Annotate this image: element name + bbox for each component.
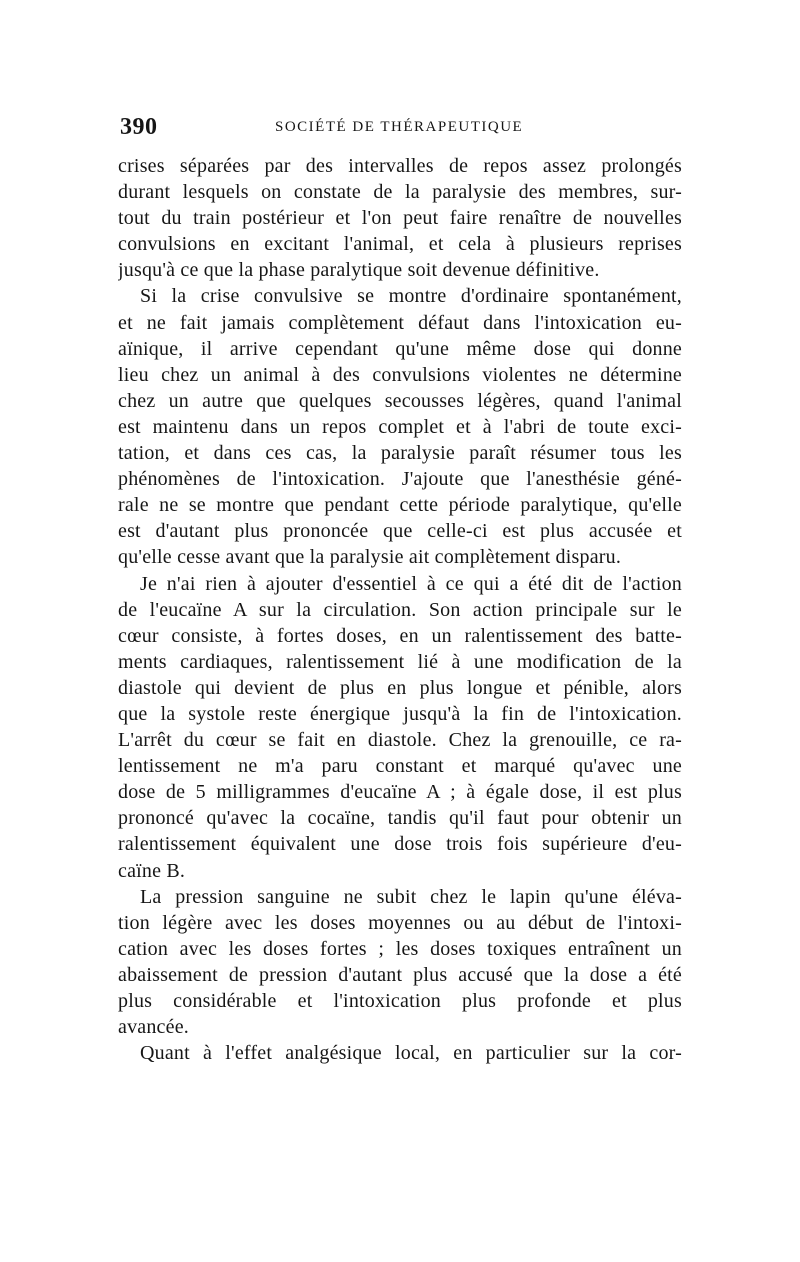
text-line: crises séparées par des intervalles de repos assez prolongés xyxy=(118,155,682,177)
text-line: prononcé qu'avec la cocaïne, tandis qu'il faut pour obtenir un xyxy=(118,807,682,830)
text-line: plus considérable et l'intoxication plus profonde et plus xyxy=(118,990,682,1012)
text-line: rale ne se montre que pendant cette période paralytique, qu'elle xyxy=(118,494,682,517)
text-line: que la systole reste énergique jusqu'à la fin de l'intoxication. xyxy=(118,702,682,725)
text-line: La pression sanguine ne subit chez le lapin qu'une éléva- xyxy=(140,885,682,908)
text-line: caïne B. xyxy=(118,859,186,882)
text-line: Quant à l'effet analgésique local, en particulier sur la cor- xyxy=(140,1042,682,1065)
text-line: durant lesquels on constate de la paralysie des membres, sur- xyxy=(118,181,682,204)
text-line: Je n'ai rien à ajouter d'essentiel à ce qui a été dit de l'action xyxy=(140,572,682,595)
page-number: 390 xyxy=(120,114,158,140)
text-line: dose de 5 milligrammes d'eucaïne A ; à égale dose, il est plus xyxy=(118,781,682,804)
text-line: Si la crise convulsive se montre d'ordinaire spontanément, xyxy=(140,285,682,308)
text-line: avancée. xyxy=(118,1016,189,1039)
text-line: aïnique, il arrive cependant qu'une même dose qui donne xyxy=(118,337,682,360)
text-line: lentissement ne m'a paru constant et marqué qu'avec une xyxy=(118,755,682,778)
text-line: et ne fait jamais complètement défaut dans l'intoxication eu- xyxy=(118,311,682,334)
text-line: diastole qui devient de plus en plus longue et pénible, alors xyxy=(118,676,682,699)
running-head xyxy=(120,112,680,142)
text-line: est maintenu dans un repos complet et à l'abri de toute exci- xyxy=(118,415,682,438)
text-line: ralentissement équivalent une dose trois fois supérieure d'eu- xyxy=(118,833,682,856)
text-line: tout du train postérieur et l'on peut faire renaître de nouvelles xyxy=(118,207,682,230)
body-text xyxy=(118,153,682,1066)
journal-title: SOCIÉTÉ DE THÉRAPEUTIQUE xyxy=(275,119,524,135)
text-line: phénomènes de l'intoxication. J'ajoute que l'anesthésie géné- xyxy=(118,468,682,491)
text-line: tion légère avec les doses moyennes ou au début de l'intoxi- xyxy=(118,911,682,934)
text-line: ments cardiaques, ralentissement lié à une modification de la xyxy=(118,650,682,673)
text-line: lieu chez un animal à des convulsions violentes ne détermine xyxy=(118,363,682,386)
text-line: cation avec les doses fortes ; les doses toxiques entraînent un xyxy=(118,937,682,960)
text-line: chez un autre que quelques secousses légères, quand l'animal xyxy=(118,389,682,412)
text-line: L'arrêt du cœur se fait en diastole. Chez la grenouille, ce ra- xyxy=(118,729,682,752)
text-line: qu'elle cesse avant que la paralysie ait complètement disparu. xyxy=(118,546,622,569)
text-line: convulsions en excitant l'animal, et cela à plusieurs reprises xyxy=(118,233,682,256)
text-line: jusqu'à ce que la phase paralytique soit devenue définitive. xyxy=(118,259,600,282)
text-line: tation, et dans ces cas, la paralysie paraît résumer tous les xyxy=(118,442,682,465)
text-line: est d'autant plus prononcée que celle-ci est plus accusée et xyxy=(118,520,682,543)
text-line: cœur consiste, à fortes doses, en un ralentissement des batte- xyxy=(118,624,682,647)
text-line: abaissement de pression d'autant plus accusé que la dose a été xyxy=(118,963,682,986)
text-line: de l'eucaïne A sur la circulation. Son action principale sur le xyxy=(118,598,682,621)
